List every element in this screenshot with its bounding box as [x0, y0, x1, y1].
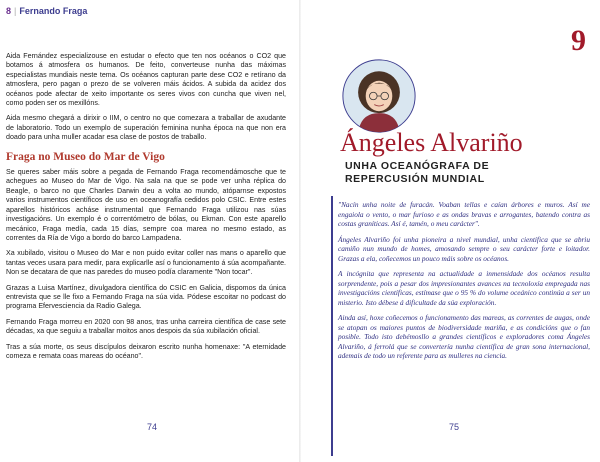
paragraph: Ainda así, hoxe coñecemos o funcionamento das mareas, as correntes de augas, onde se atopan os maiores puntos de biodiversidade mariña, e as condicións que o fan posible. Todo isto debémosllo a grandes científicos e exploradores coma Ángeles Alvariño, á ferrolá que se convertería nunha científica de gran sona internacional, ademais de todo un referente para as mulleres na ciencia.: [338, 313, 590, 360]
right-body-text: [338, 200, 590, 367]
paragraph: Grazas a Luisa Martínez, divulgadora científica do CSIC en Galicia, dispomos da única entrevista que se lle fixo a Fernando Fraga na súa vida. Pódese escoitar no podcast do programa Efervesciencia da Radio Galega.: [6, 283, 286, 311]
paragraph: A incógnita que representa na actualidade a inmensidade dos océanos resulta sorprendente, pois a pesar dos impresionantes avances na tecnoloxía empregada nas investigacións científicas, estímase que o 95 % do volume oceánico continúa a ser un misterio. Isto débese á dificultade da súa exploración.: [338, 269, 590, 307]
page-number: 75: [449, 422, 460, 432]
quote-bar: [331, 196, 333, 456]
paragraph: Ángeles Alvariño foi unha pioneira a nivel mundial, unha científica que se abriu camiño nun mundo de homes, amosando sempre o seu carácter forte e loitador. Grazas a ela, coñecemos un pouco máis sobre os océanos.: [338, 234, 590, 263]
paragraph: Xa xubilado, visitou o Museo do Mar e non puido evitar coller nas mans o aparello que tantas veces usara para medir, para explicarlle así o funcionamento á súa acompañante. Non se decatara de que nas paredes do museo podía claramente "Non tocar".: [6, 249, 286, 277]
running-head: [6, 6, 87, 16]
chapter-number: 9: [571, 24, 586, 57]
chapter-subtitle: UNHA OCEANÓGRAFA DE REPERCUSIÓN MUNDIAL: [345, 160, 490, 185]
paragraph: Se queres saber máis sobre a pegada de Fernando Fraga recomendámosche que te achegues ao Museo do Mar de Vigo. Na sala na que se pode ver unha réplica do Beagle, o barco no que Charles Darwin deu a volta ao mundo, atóparnse expostos varios instrumentos científicos de uso en oceanografía cedidos polo CSIC. Entre estes aparellos históricos acháse instrumental que Fernando Fraga utilizou nas súas investigacións. Un exemplo é o correntómetro de bólas, ou Ekman. Con este aparello mecánico, Fraga medía, cada 15 días, sempre coa marea no mesmo estado, as correntes da Ría de Vigo a bordo do barco Lampadena.: [6, 168, 286, 242]
paragraph: Aida Fernández especializouse en estudar o efecto que ten nos océanos o CO2 que botamos á atmosfera os humanos. De feito, converteuse nunha das máximas especialistas mundiais neste tema. Os océanos capturan parte dese CO2 e retírano da atmosfera, pero pagan o prezo de se volveren máis ácidos. A subida da acidez dos océanos pode afectar de xeito importante os seres vivos con cuncha que viven nel, como poden ser os mexillóns.: [6, 52, 286, 108]
person-name: Ángeles Alvariño: [340, 128, 523, 157]
page-number: 74: [147, 422, 158, 432]
running-head-separator: |: [14, 6, 17, 16]
paragraph: Fernando Fraga morreu en 2020 con 98 anos, tras unha carreira científica de case sete décadas, xa que seguiu a traballar moitos anos despois da súa xubilación oficial.: [6, 317, 286, 336]
paragraph: Aida mesmo chegará a dirixir o IIM, o centro no que comezara a traballar de axudante de laboratorio. Todo un exemplo de superación feminina nunha época na que non era doado para unha muller acadar esa clase de postos de traballo.: [6, 114, 286, 142]
section-title: Fraga no Museo do Mar de Vigo: [6, 150, 165, 163]
paragraph: Tras a súa morte, os seus discípulos deixaron escrito nunha homenaxe: "A eternidade comeza e remata coas mareas do océano".: [6, 342, 286, 360]
quote: "Nacín unha noite de furacán. Voaban tellas e caían árbores e muros. Así me engaiola o vento, o mar furioso e as ondas bravas e arrogantes, batendo contra as costas graníticas. Así é, tamén, o meu carácter".: [338, 200, 590, 228]
running-head-number: 8: [6, 6, 12, 16]
left-body-text: [6, 52, 286, 367]
right-page: [300, 0, 600, 462]
portrait-illustration: [341, 58, 417, 134]
running-head-title: Fernando Fraga: [19, 6, 88, 16]
